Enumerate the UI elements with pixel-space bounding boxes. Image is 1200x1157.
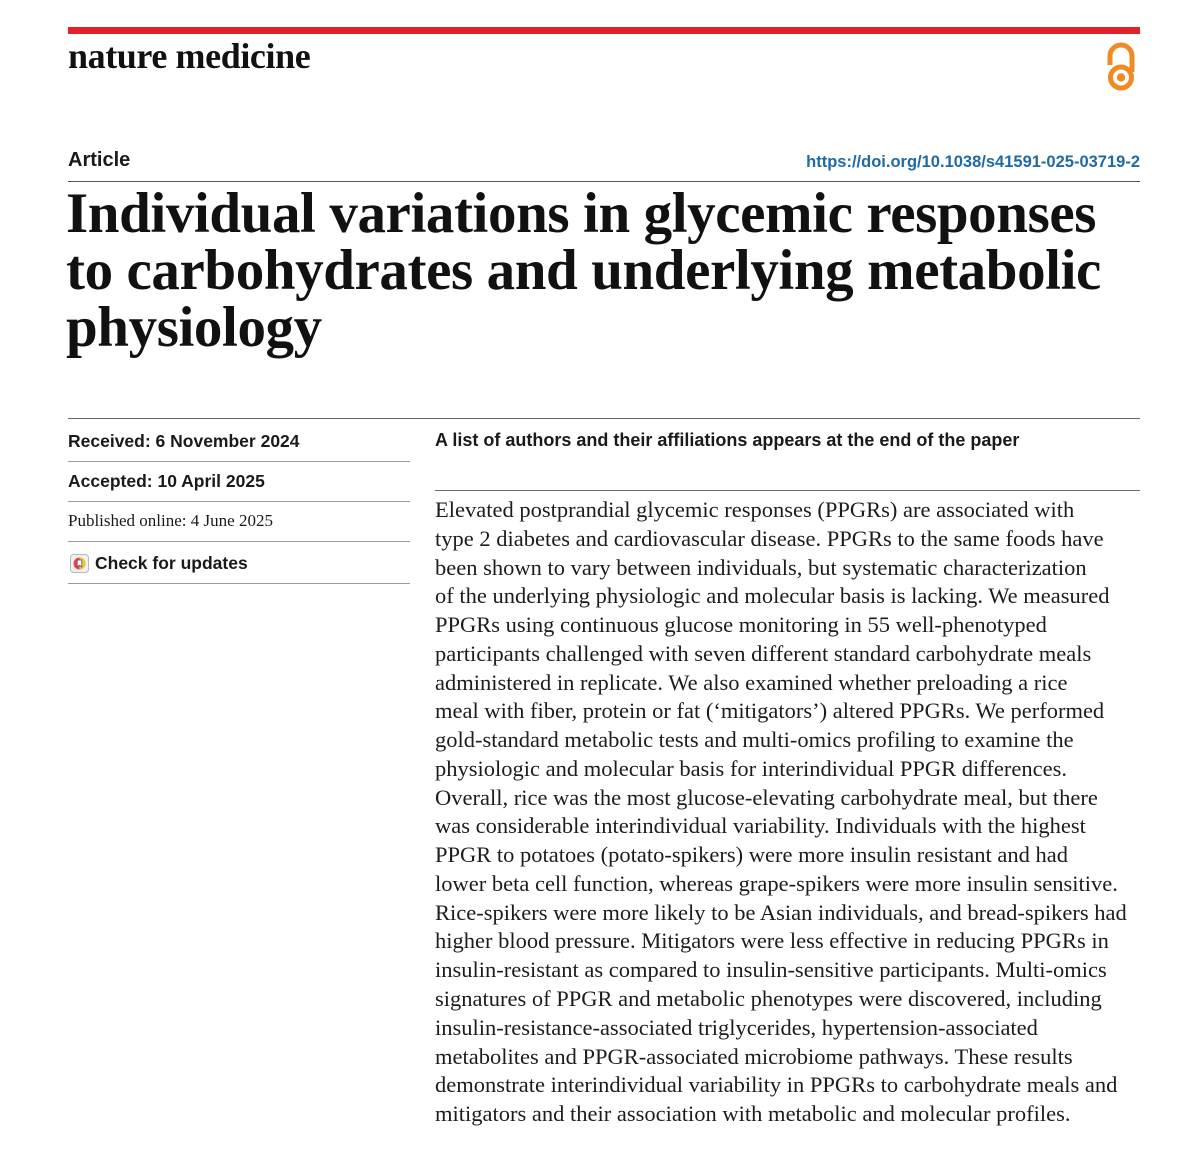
title-line: to carbohydrates and underlying metabolic: [66, 239, 1101, 302]
abstract-line: of the underlying physiologic and molecular basis is lacking. We measured: [435, 583, 1110, 609]
abstract-line: meal with fiber, protein or fat (‘mitigators’) altered PPGRs. We performed: [435, 698, 1105, 724]
abstract-line: gold-standard metabolic tests and multi-omics profiling to examine the: [435, 727, 1074, 753]
abstract-line: lower beta cell function, whereas grape-spikers were more insulin sensitive.: [435, 870, 1118, 896]
history-divider: [68, 583, 410, 584]
abstract-line: metabolites and PPGR-associated microbiome pathways. These results: [435, 1043, 1073, 1069]
accepted-date: Accepted: 10 April 2025: [68, 471, 265, 491]
abstract-line: been shown to vary between individuals, but systematic characterization: [435, 554, 1087, 580]
title-line: physiology: [66, 296, 322, 359]
article-type-label: Article: [68, 149, 131, 171]
abstract-line: participants challenged with seven different standard carbohydrate meals: [435, 640, 1092, 666]
abstract-line: insulin-resistant as compared to insulin-sensitive participants. Multi-omics: [435, 957, 1107, 983]
abstract-line: mitigators and their association with metabolic and molecular profiles.: [435, 1101, 1071, 1127]
journal-brand-bar: [68, 27, 1140, 34]
history-divider: [68, 541, 410, 542]
published-date: Published online: 4 June 2025: [68, 511, 273, 530]
history-divider: [68, 501, 410, 502]
title-line: Individual variations in glycemic responses: [66, 182, 1097, 245]
abstract-line: administered in replicate. We also examined whether preloading a rice: [435, 669, 1068, 695]
abstract-line: PPGRs using continuous glucose monitoring in 55 well-phenotyped: [435, 612, 1047, 638]
article-title: [66, 182, 1101, 359]
check-for-updates-link[interactable]: [70, 553, 248, 573]
abstract-line: insulin-resistance-associated triglycerides, hypertension-associated: [435, 1014, 1038, 1040]
journal-logo: nature medicine: [68, 36, 311, 76]
title-divider: [68, 418, 1140, 419]
authors-note: A list of authors and their affiliations appears at the end of the paper: [435, 430, 1020, 450]
check-for-updates-icon: [70, 554, 89, 573]
abstract-line: signatures of PPGR and metabolic phenotypes were discovered, including: [435, 986, 1102, 1012]
doi-link[interactable]: https://doi.org/10.1038/s41591-025-03719-2: [806, 153, 1140, 171]
open-access-icon: [1104, 42, 1140, 92]
abstract-line: Overall, rice was the most glucose-elevating carbohydrate meal, but there: [435, 784, 1098, 810]
abstract-line: higher blood pressure. Mitigators were less effective in reducing PPGRs in: [435, 928, 1109, 954]
received-date: Received: 6 November 2024: [68, 431, 300, 451]
abstract-line: PPGR to potatoes (potato-spikers) were more insulin resistant and had: [435, 842, 1069, 868]
abstract-line: physiologic and molecular basis for interindividual PPGR differences.: [435, 755, 1067, 781]
abstract-line: Rice-spikers were more likely to be Asian individuals, and bread-spikers had: [435, 899, 1127, 925]
history-divider: [68, 461, 410, 462]
abstract-divider: [435, 490, 1140, 491]
abstract: [435, 496, 1140, 1129]
abstract-line: was considerable interindividual variability. Individuals with the highest: [435, 813, 1086, 839]
check-for-updates-label: Check for updates: [95, 553, 248, 573]
abstract-line: type 2 diabetes and cardiovascular disease. PPGRs to the same foods have: [435, 525, 1104, 551]
open-access-icon-graphic: [1104, 42, 1140, 92]
abstract-line: demonstrate interindividual variability in PPGRs to carbohydrate meals and: [435, 1072, 1118, 1098]
abstract-line: Elevated postprandial glycemic responses (PPGRs) are associated with: [435, 497, 1075, 522]
